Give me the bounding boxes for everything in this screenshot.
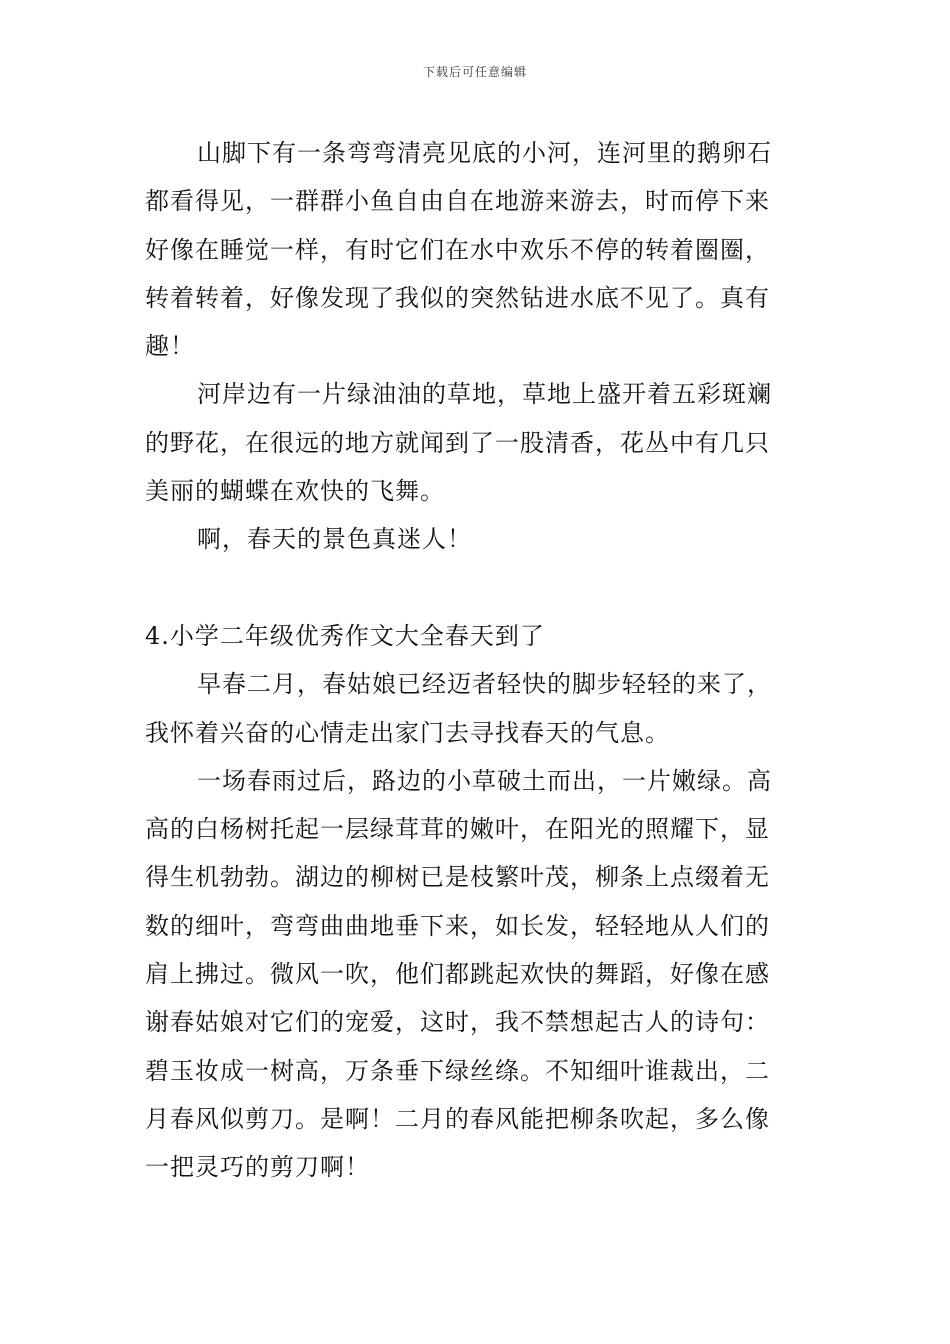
paragraph-meadow: [145, 370, 807, 515]
paragraph-line: 河岸边有一片绿油油的草地，草地上盛开着五彩斑斓: [197, 380, 772, 409]
paragraph-willow: [145, 757, 807, 1192]
paragraph-river: [145, 129, 807, 370]
paragraph-line: 转着转着，好像发现了我似的突然钻进水底不见了。真有: [145, 283, 770, 312]
paragraph-line: 一场春雨过后，路边的小草破土而出，一片嫩绿。高: [197, 766, 772, 795]
section-heading-text: 4.小学二年级优秀作文大全春天到了: [145, 621, 545, 650]
document-body: [145, 129, 807, 1192]
paragraph-line: 好像在睡觉一样，有时它们在水中欢乐不停的转着圈圈，: [145, 235, 770, 264]
paragraph-exclamation: [145, 515, 807, 563]
paragraph-line: 早春二月，春姑娘已经迈者轻快的脚步轻轻的来了，: [197, 670, 772, 699]
paragraph-line: 的野花，在很远的地方就闻到了一股清香，花丛中有几只: [145, 428, 770, 457]
paragraph-line: 都看得见，一群群小鱼自由自在地游来游去，时而停下来: [145, 187, 770, 216]
blank-line: [145, 564, 807, 612]
page-header-note: 下载后可任意编辑: [422, 65, 527, 79]
paragraph-line: 月春风似剪刀。是啊！二月的春风能把柳条吹起，多么像: [145, 1104, 770, 1133]
paragraph-line: 谢春姑娘对它们的宠爱，这时，我不禁想起古人的诗句：: [145, 1008, 770, 1037]
paragraph-early-spring: [145, 660, 807, 757]
paragraph-line: 碧玉妆成一树高，万条垂下绿丝绦。不知细叶谁裁出，二: [145, 1056, 770, 1085]
paragraph-line: 数的细叶，弯弯曲曲地垂下来，如长发，轻轻地从人们的: [145, 911, 770, 940]
paragraph-line: 山脚下有一条弯弯清亮见底的小河，连河里的鹅卵石: [197, 139, 772, 167]
paragraph-line: 啊，春天的景色真迷人！: [197, 525, 472, 554]
paragraph-line: 我怀着兴奋的心情走出家门去寻找春天的气息。: [145, 718, 670, 747]
paragraph-line: 美丽的蝴蝶在欢快的飞舞。: [145, 477, 445, 506]
section-heading: [145, 612, 807, 660]
paragraph-line: 得生机勃勃。湖边的柳树已是枝繁叶茂，柳条上点缀着无: [145, 863, 770, 892]
paragraph-line: 高的白杨树托起一层绿茸茸的嫩叶，在阳光的照耀下，显: [145, 815, 770, 844]
paragraph-line: 趣！: [145, 332, 195, 361]
paragraph-line: 肩上拂过。微风一吹，他们都跳起欢快的舞蹈，好像在感: [145, 960, 770, 989]
paragraph-line: 一把灵巧的剪刀啊！: [145, 1153, 370, 1182]
